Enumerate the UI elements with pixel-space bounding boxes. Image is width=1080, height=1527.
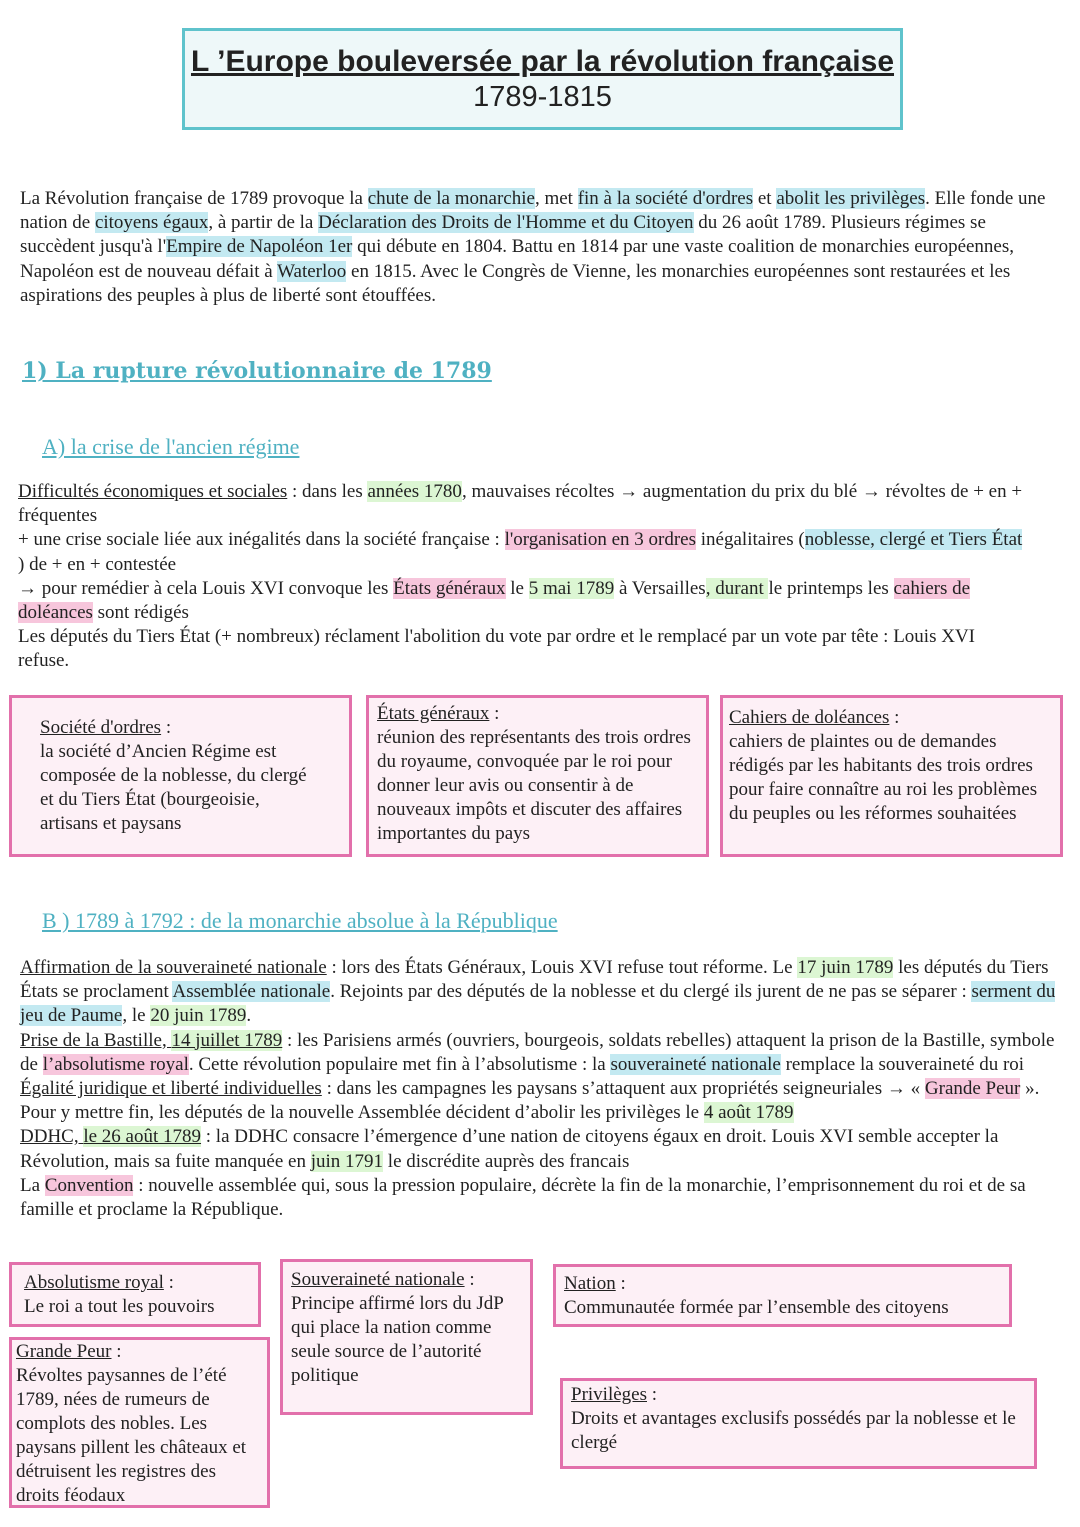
box-text: Droits et avantages exclusifs possédés par la noblesse et le clergé: [571, 1408, 1016, 1453]
highlighted-text: citoyens égaux: [94, 212, 209, 234]
text-segment: à Versailles: [614, 577, 706, 599]
highlighted-text: Convention: [44, 1174, 134, 1196]
box-title: Privilèges: [571, 1384, 647, 1405]
box-title: Nation: [564, 1273, 616, 1294]
box-title-colon: :: [615, 1273, 626, 1294]
highlighted-text: souveraineté nationale: [610, 1053, 781, 1075]
subsection-heading-a: A) la crise de l'ancien régime: [42, 434, 300, 459]
text-segment: : nouvelle assemblée qui, sous la pression populaire, décrète la fin de la monarchie, l’emprisonnement du roi et de sa famille et proclame la République.: [20, 1174, 1026, 1221]
box-heading: [571, 1383, 1026, 1407]
subsection-heading-b: B ) 1789 à 1792 : de la monarchie absolue à la République: [42, 908, 558, 933]
highlighted-text: Grande Peur: [924, 1078, 1021, 1100]
highlighted-text: 17 juin 1789: [797, 957, 894, 978]
section-heading-1: 1) La rupture révolutionnaire de 1789: [22, 358, 492, 384]
text-segment: remplace la souveraineté du roi: [780, 1053, 1025, 1075]
box-title-colon: :: [111, 1341, 122, 1362]
box-heading: [564, 1272, 1001, 1296]
highlighted-text: États généraux: [393, 577, 506, 599]
highlighted-text: juin 1791: [310, 1150, 384, 1172]
definition-box: [553, 1264, 1012, 1327]
text-segment: : lors des États Généraux, Louis XVI refuse tout réforme. Le: [326, 957, 798, 978]
definition-box: [9, 695, 352, 857]
text-segment: . Elle fonde une nation de: [20, 188, 1046, 234]
text-line: [18, 480, 1028, 528]
box-text: Révoltes paysannes de l’été 1789, nées de rumeurs de complots des nobles. Les paysans pillent les châteaux et détruisent les registres des droits féodaux: [16, 1365, 247, 1506]
section-a-body: [18, 480, 1028, 674]
text-line: [20, 1029, 1065, 1077]
section-b-body: [20, 956, 1065, 1222]
text-segment: inégalitaires (: [696, 529, 805, 551]
text-segment: : la DDHC consacre l’émergence d’une nation de citoyens égaux en droit. Louis XVI semble accepter la Révolution, mais sa fuite manquée en: [20, 1126, 999, 1172]
definition-box: [720, 695, 1063, 857]
text-segment: et: [753, 188, 777, 209]
box-text: Le roi a tout les pouvoirs: [24, 1296, 215, 1317]
text-line: [20, 1174, 1065, 1222]
text-line: [18, 577, 1028, 625]
box-heading: [16, 1340, 263, 1364]
text-line: [20, 956, 1065, 1029]
box-text: la société d’Ancien Régime est composée de la noblesse, du clergé et du Tiers État (bourgeoisie, artisans et paysans: [40, 741, 307, 834]
text-segment: Égalité juridique et liberté individuelles: [20, 1078, 322, 1100]
text-segment: les députés du Tiers États se proclament: [20, 957, 1049, 1003]
highlighted-text: , durant: [705, 577, 769, 599]
text-segment: le: [505, 577, 529, 599]
box-text: cahiers de plaintes ou de demandes rédigés par les habitants des trois ordres pour faire connaître au roi les problèmes du peuples ou les réformes souhaitées: [729, 731, 1038, 824]
text-segment: : dans les campagnes les paysans s’attaquent aux propriétés seigneuriales → «: [321, 1078, 925, 1100]
highlighted-text: Empire de Napoléon 1er: [166, 236, 353, 258]
box-title: Société d'ordres: [40, 717, 162, 738]
text-segment: + une crise sociale liée aux inégalités dans la société française :: [18, 529, 505, 551]
highlighted-text: noblesse, clergé et Tiers État: [804, 529, 1023, 551]
page-title: L ’Europe bouleversée par la révolution française: [190, 45, 895, 78]
text-segment: → pour remédier à cela Louis XVI convoque les: [18, 577, 394, 599]
box-title-colon: :: [889, 707, 900, 728]
intro-paragraph: [20, 187, 1065, 308]
highlighted-text: l’absolutisme royal: [42, 1053, 189, 1075]
box-heading: [40, 716, 321, 740]
text-segment: ». Pour y mettre fin, les députés de la nouvelle Assemblée décident d’abolir les privilèges le: [20, 1078, 1040, 1124]
text-segment: Les députés du Tiers État (+ nombreux) réclament l'abolition du vote par ordre et le remplacé par un vote par tête : Louis XVI refuse.: [18, 626, 975, 672]
definition-box: [280, 1259, 533, 1415]
definition-box: [560, 1378, 1037, 1469]
highlighted-text: 20 juin 1789: [150, 1005, 247, 1027]
text-segment: . Cette révolution populaire met fin à l’absolutisme : la: [188, 1053, 611, 1075]
box-text: réunion des représentants des trois ordres du royaume, convoquée par le roi pour donner leur avis ou consentir à de nouveaux impôts et discuter des affaires importantes du pays: [377, 727, 691, 844]
box-title-colon: :: [489, 703, 500, 724]
text-segment: le printemps les: [768, 577, 894, 599]
text-line: [18, 625, 1028, 673]
text-segment: le discrédite auprès des francais: [383, 1150, 630, 1172]
text-segment: .: [246, 1005, 252, 1027]
box-title-colon: :: [464, 1269, 475, 1290]
box-heading: [729, 706, 1054, 730]
definition-box: [366, 695, 709, 857]
text-segment: Prise de la Bastille,: [20, 1029, 172, 1051]
box-title-colon: :: [647, 1384, 658, 1405]
box-title-colon: :: [163, 1272, 174, 1293]
highlighted-text: 5 mai 1789: [528, 577, 615, 599]
box-title: États généraux: [377, 703, 490, 724]
text-segment: qui débute en 1804. Battu en 1814 par une vaste coalition de monarchies européennes, Napoléon est de nouveau défait à: [20, 236, 1015, 282]
text-segment: en 1815. Avec le Congrès de Vienne, les monarchies européennes sont restaurées et les aspirations des peuples à plus de liberté sont étouffées.: [20, 260, 1011, 306]
text-segment: sont rédigés: [92, 602, 189, 624]
box-heading: [24, 1271, 246, 1295]
box-title: Grande Peur: [16, 1341, 112, 1362]
box-text: Principe affirmé lors du JdP qui place la nation comme seule source de l’autorité politique: [291, 1293, 504, 1386]
box-text: Communautée formée par l’ensemble des citoyens: [564, 1297, 949, 1318]
text-segment: La Révolution française de 1789 provoque la: [20, 188, 368, 209]
highlighted-text: années 1780: [367, 481, 462, 502]
text-segment: DDHC,: [20, 1126, 84, 1148]
highlighted-text: Assemblée nationale: [172, 981, 331, 1003]
text-segment: ) de + en + contestée: [18, 553, 177, 575]
text-segment: , à partir de la: [208, 212, 319, 234]
highlighted-text: le 26 août 1789: [83, 1126, 202, 1148]
text-segment: , mauvaises récoltes → augmentation du prix du blé → révoltes de + en + fréquentes: [18, 481, 1023, 527]
highlighted-text: Déclaration des Droits de l'Homme et du Citoyen: [318, 212, 694, 234]
text-segment: . Rejoints par des députés de la noblesse et du clergé ils jurent de ne pas se séparer :: [330, 981, 972, 1003]
text-segment: Difficultés économiques et sociales: [18, 481, 288, 502]
text-line: [20, 1077, 1065, 1125]
box-title: Cahiers de doléances: [729, 707, 890, 728]
highlighted-text: serment du jeu de Paume: [20, 981, 1056, 1027]
highlighted-text: cahiers de doléances: [18, 577, 971, 624]
highlighted-text: l'organisation en 3 ordres: [504, 529, 697, 551]
box-title: Souveraineté nationale: [291, 1269, 465, 1290]
highlighted-text: Waterloo: [277, 260, 347, 282]
text-segment: , met: [534, 188, 578, 209]
box-heading: [377, 702, 698, 726]
text-segment: : dans les: [287, 481, 368, 502]
box-heading: [291, 1268, 522, 1292]
text-segment: Affirmation de la souveraineté nationale: [20, 957, 327, 978]
highlighted-text: fin à la société d'ordres: [577, 188, 754, 209]
definition-box: [9, 1262, 261, 1327]
box-title-colon: :: [161, 717, 172, 738]
box-title: Absolutisme royal: [24, 1272, 164, 1293]
text-segment: du 26 août 1789. Plusieurs régimes se succèdent jusqu'à l': [20, 212, 986, 258]
title-box: [182, 28, 903, 130]
text-segment: , le: [122, 1005, 151, 1027]
text-segment: La: [20, 1174, 45, 1196]
text-line: [18, 528, 1028, 576]
text-segment: : les Parisiens armés (ouvriers, bourgeois, soldats rebelles) attaquent la prison de la Bastille, symbole de: [20, 1029, 1055, 1075]
highlighted-text: 14 juillet 1789: [171, 1029, 283, 1051]
definition-box: [9, 1337, 270, 1508]
text-line: [20, 1125, 1065, 1173]
highlighted-text: chute de la monarchie: [367, 188, 535, 209]
highlighted-text: abolit les privilèges: [776, 188, 926, 209]
page-subtitle: 1789-1815: [473, 81, 612, 113]
highlighted-text: 4 août 1789: [703, 1102, 794, 1124]
